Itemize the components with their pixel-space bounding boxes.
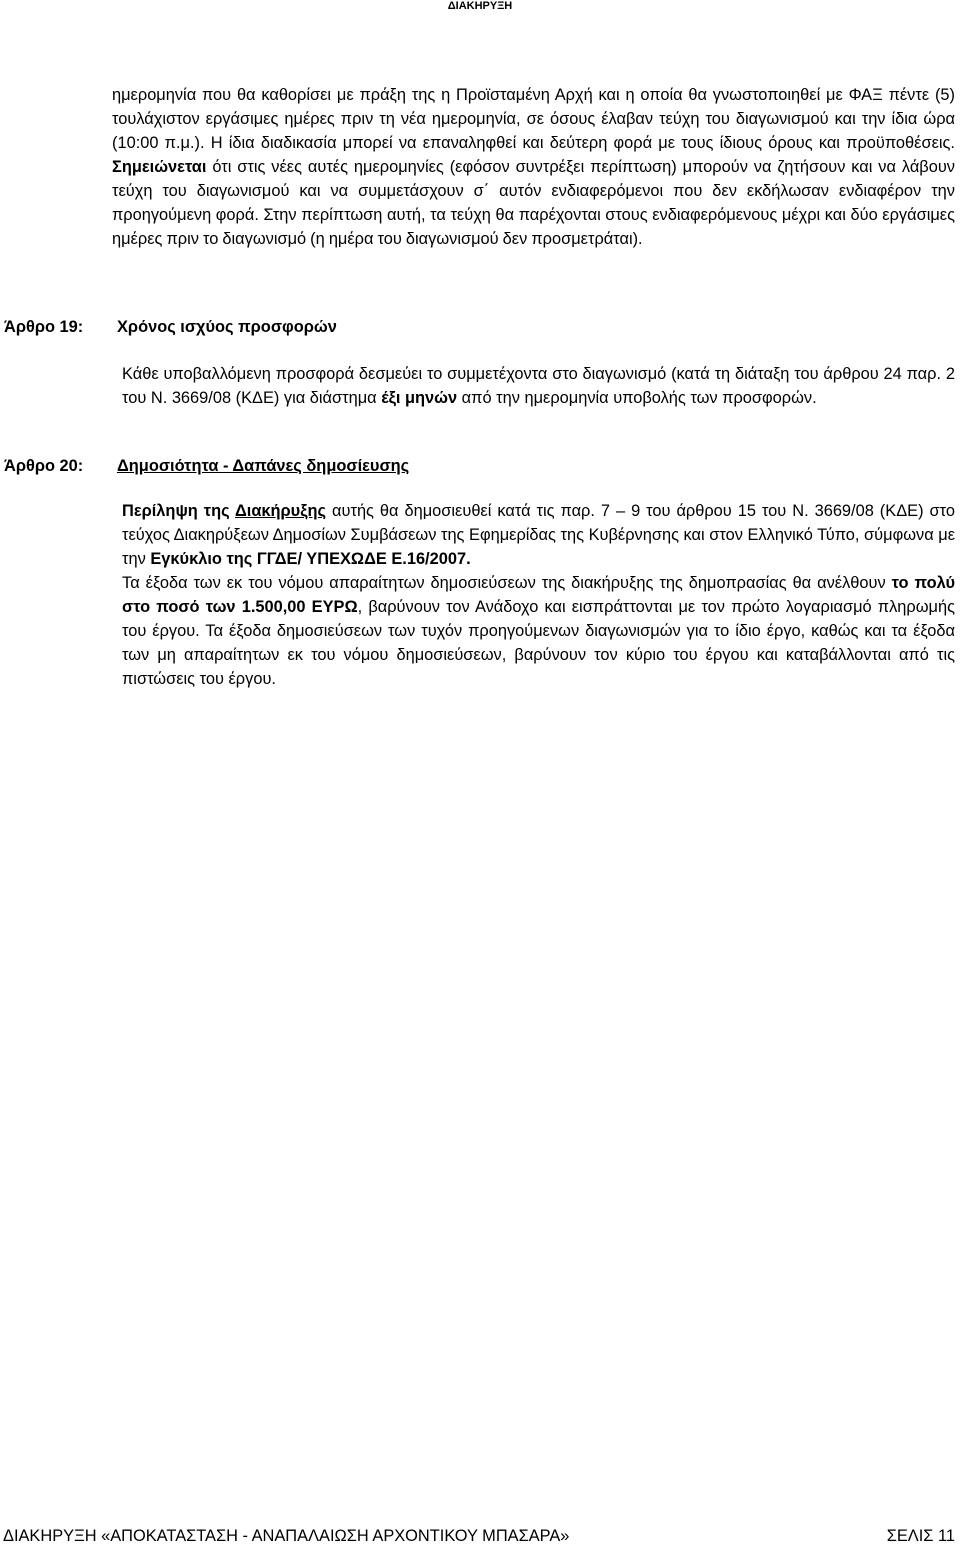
article-20-body: [122, 499, 955, 691]
page-number: ΣΕΛΙΣ 11: [886, 1527, 955, 1545]
article-20-paragraph-2: [122, 571, 955, 691]
article-19-bold: έξι μηνών: [381, 389, 458, 407]
article-19-number: Άρθρο 19:: [4, 318, 84, 336]
intro-paragraph: [112, 83, 955, 251]
article-20-p2-text-1: Τα έξοδα των εκ του νόμου απαραίτητων δημοσιεύσεων της διακήρυξης της δημοπρασίας θα ανέλθουν: [122, 574, 892, 592]
intro-section: [112, 83, 955, 251]
page-footer: [3, 1526, 955, 1546]
intro-text-2: ότι στις νέες αυτές ημερομηνίες (εφόσον συντρέξει περίπτωση) μπορούν να ζητήσουν και να λάβουν τεύχη του διαγωνισμού και να συμμετάσχουν σ΄ αυτόν ενδιαφερόμενοι που δεν εκδήλωσαν ενδιαφέρον την προηγούμενη φορά. Στην περίπτωση αυτή, τα τεύχη θα παρέχονται στους ενδιαφερόμενους μέχρι και δύο εργάσιμες ημέρες πριν το διαγωνισμό (η ημέρα του διαγωνισμού δεν προσμετράται).: [112, 158, 955, 248]
circular-reference: Εγκύκλιο της ΓΓΔΕ/ ΥΠΕΧΩΔΕ Ε.16/2007.: [150, 550, 471, 568]
article-20-p1-text: αυτής θα δημοσιευθεί κατά τις παρ. 7 – 9 του άρθρου 15 του Ν. 3669/08 (ΚΔΕ) στο τεύχος Διακηρύξεων Δημοσίων Συμβάσεων της Εφημερίδας της Κυβέρνησης και στον Ελληνικό Τύπο, σύμφωνα με την: [122, 502, 955, 568]
declaration-bold-underline: Διακήρυξης: [234, 502, 327, 520]
article-20-heading: [4, 454, 409, 478]
article-19-heading: [4, 315, 337, 339]
article-20-p2-text-2: , βαρύνουν τον Ανάδοχο και εισπράττονται με τον πρώτο λογαριασμό πληρωμής του έργου. Τα έξοδα δημοσιεύσεων των τυχόν προηγούμενων διαγωνισμών για το ίδιο έργο, καθώς και τα έξοδα των μη απαραίτητων εκ του νόμου δημοσιεύσεων, βαρύνουν τον κύριο του έργου και καταβάλλονται από τις πιστώσεις του έργου.: [122, 598, 955, 688]
article-19-title: Χρόνος ισχύος προσφορών: [117, 318, 337, 336]
article-19-text-2: από την ημερομηνία υποβολής των προσφορών.: [457, 389, 817, 407]
note-label: Σημειώνεται: [112, 158, 207, 176]
intro-text-1: ημερομηνία που θα καθορίσει με πράξη της η Προϊσταμένη Αρχή και η οποία θα γνωστοποιηθεί με ΦΑΞ πέντε (5) τουλάχιστον εργάσιμες ημέρες πριν τη νέα ημερομηνία, σε όσους έλαβαν τεύχη του διαγωνισμού και την ίδια ώρα (10:00 π.μ.). Η ίδια διαδικασία μπορεί να επαναληφθεί και δεύτερη φορά με τους ίδιους όρους και προϋποθέσεις.: [112, 86, 955, 152]
article-20-number: Άρθρο 20:: [4, 457, 84, 475]
page-header: ΔΙΑΚΗΡΥΞΗ: [447, 0, 513, 12]
article-19-paragraph: [122, 362, 955, 410]
article-20-paragraph-1: [122, 499, 955, 571]
footer-title: ΔΙΑΚΗΡΥΞΗ «ΑΠΟΚΑΤΑΣΤΑΣΗ - ΑΝΑΠΑΛΑΙΩΣΗ ΑΡΧΟΝΤΙΚΟΥ ΜΠΑΣΑΡΑ»: [3, 1527, 570, 1545]
article-19-text-1: Κάθε υποβαλλόμενη προσφορά δεσμεύει το συμμετέχοντα στο διαγωνισμό (κατά τη διάταξη του άρθρου 24 παρ. 2 του Ν. 3669/08 (ΚΔΕ) για διάστημα: [122, 365, 955, 407]
summary-bold: Περίληψη της: [122, 502, 235, 520]
article-20-title: Δημοσιότητα - Δαπάνες δημοσίευσης: [117, 457, 410, 475]
article-19-body: [122, 362, 955, 410]
cost-amount: το πολύ στο ποσό των 1.500,00 ΕΥΡΩ: [122, 574, 956, 616]
